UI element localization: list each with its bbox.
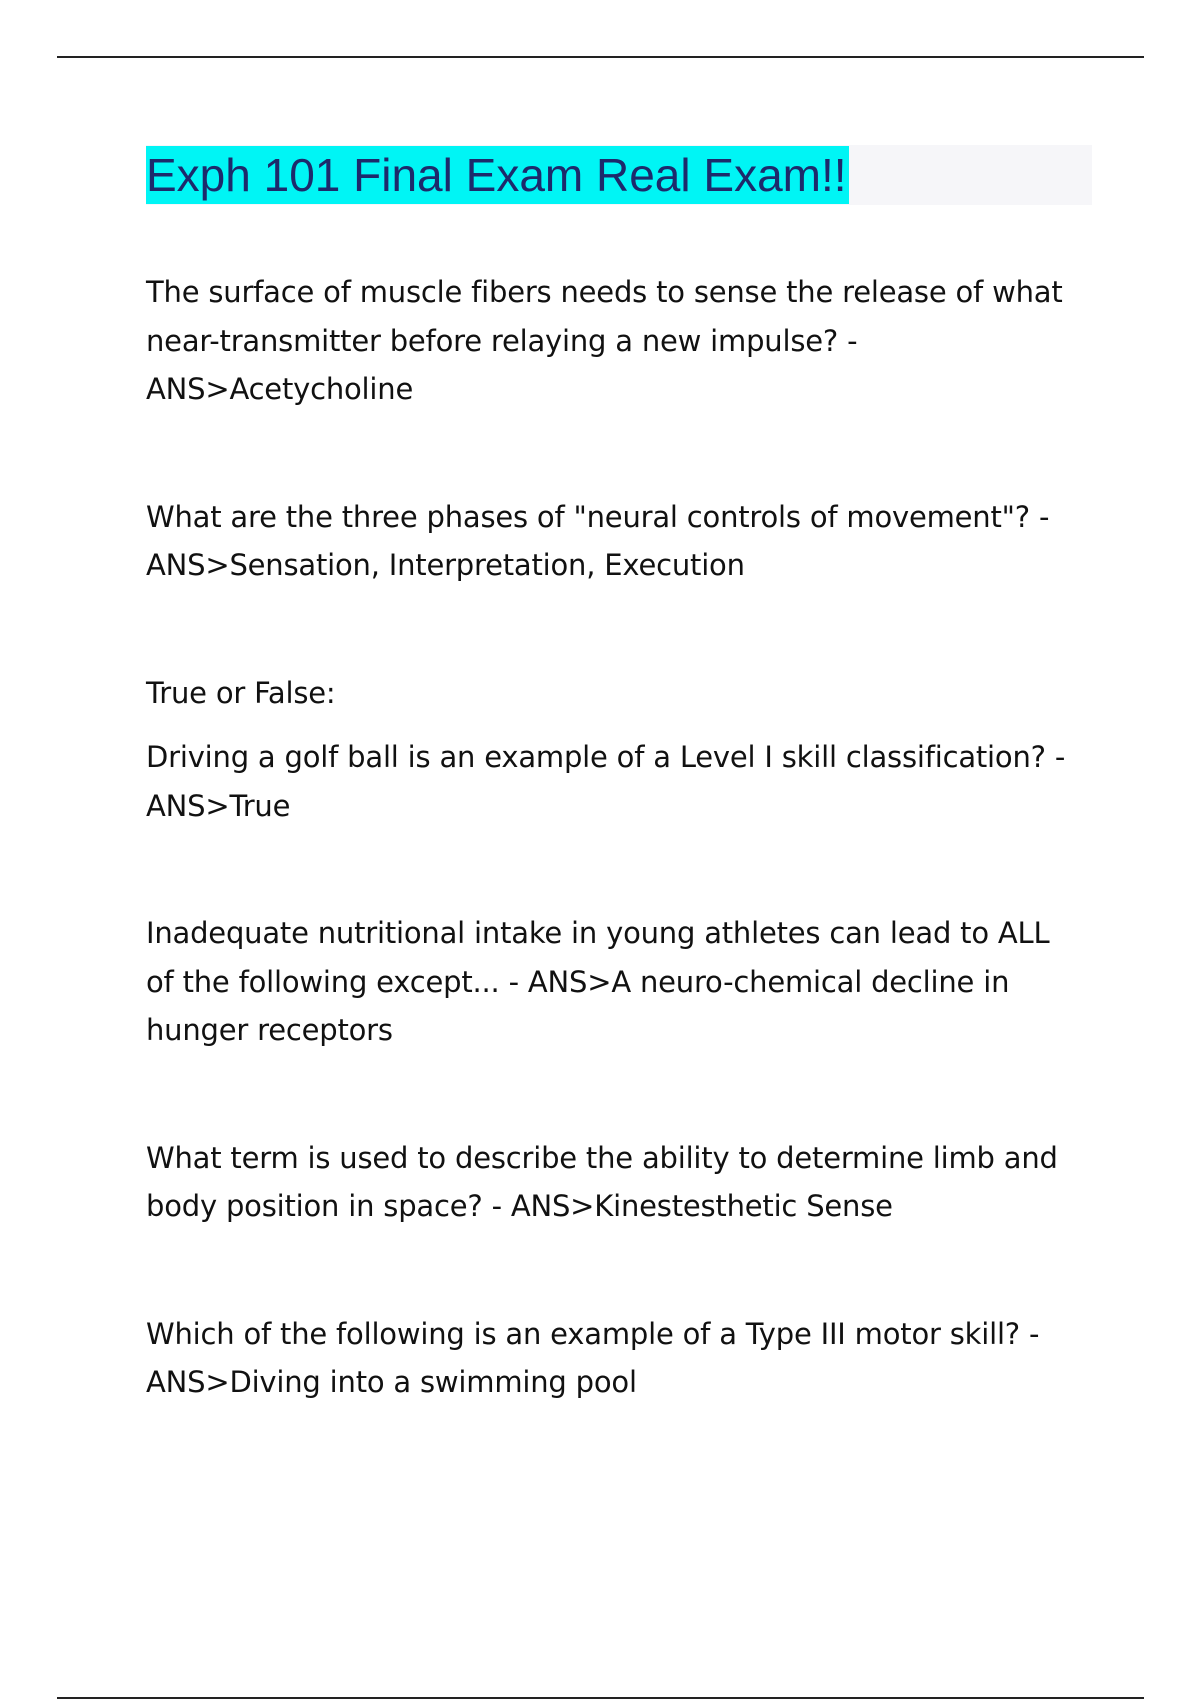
qa-list bbox=[146, 268, 1101, 1407]
top-rule bbox=[57, 56, 1144, 58]
page-title: Exph 101 Final Exam Real Exam!! bbox=[146, 146, 849, 204]
qa-line: body position in space? - ANS>Kinestesthetic Sense bbox=[146, 1189, 893, 1223]
qa-line: Which of the following is an example of a Type III motor skill? - bbox=[146, 1316, 1040, 1351]
qa-item-3-heading bbox=[146, 669, 1101, 718]
qa-line: Driving a golf ball is an example of a Level I skill classification? - bbox=[146, 740, 1066, 774]
qa-line: The surface of muscle fibers needs to sense the release of what bbox=[146, 275, 1063, 309]
bottom-rule bbox=[57, 1697, 1144, 1699]
qa-item-5 bbox=[146, 1134, 1101, 1231]
qa-item-6 bbox=[146, 1310, 1101, 1407]
qa-item-2 bbox=[146, 493, 1101, 590]
qa-line: hunger receptors bbox=[146, 1013, 393, 1047]
qa-line: near-transmitter before relaying a new impulse? - bbox=[146, 323, 858, 358]
qa-line: What are the three phases of "neural controls of movement"? - bbox=[146, 499, 1050, 534]
qa-item-3 bbox=[146, 733, 1101, 830]
qa-line: Inadequate nutritional intake in young athletes can lead to ALL bbox=[146, 916, 1050, 950]
qa-line: ANS>Acetycholine bbox=[146, 372, 414, 406]
qa-item-1 bbox=[146, 268, 1101, 414]
qa-line: ANS>Diving into a swimming pool bbox=[146, 1365, 637, 1399]
qa-item-4 bbox=[146, 909, 1101, 1055]
qa-line: True or False: bbox=[146, 675, 336, 710]
qa-line: ANS>True bbox=[146, 788, 291, 823]
qa-line: ANS>Sensation, Interpretation, Execution bbox=[146, 548, 745, 582]
qa-line: of the following except... - ANS>A neuro-chemical decline in bbox=[146, 964, 1010, 999]
qa-line: What term is used to describe the ability to determine limb and bbox=[146, 1140, 1058, 1175]
